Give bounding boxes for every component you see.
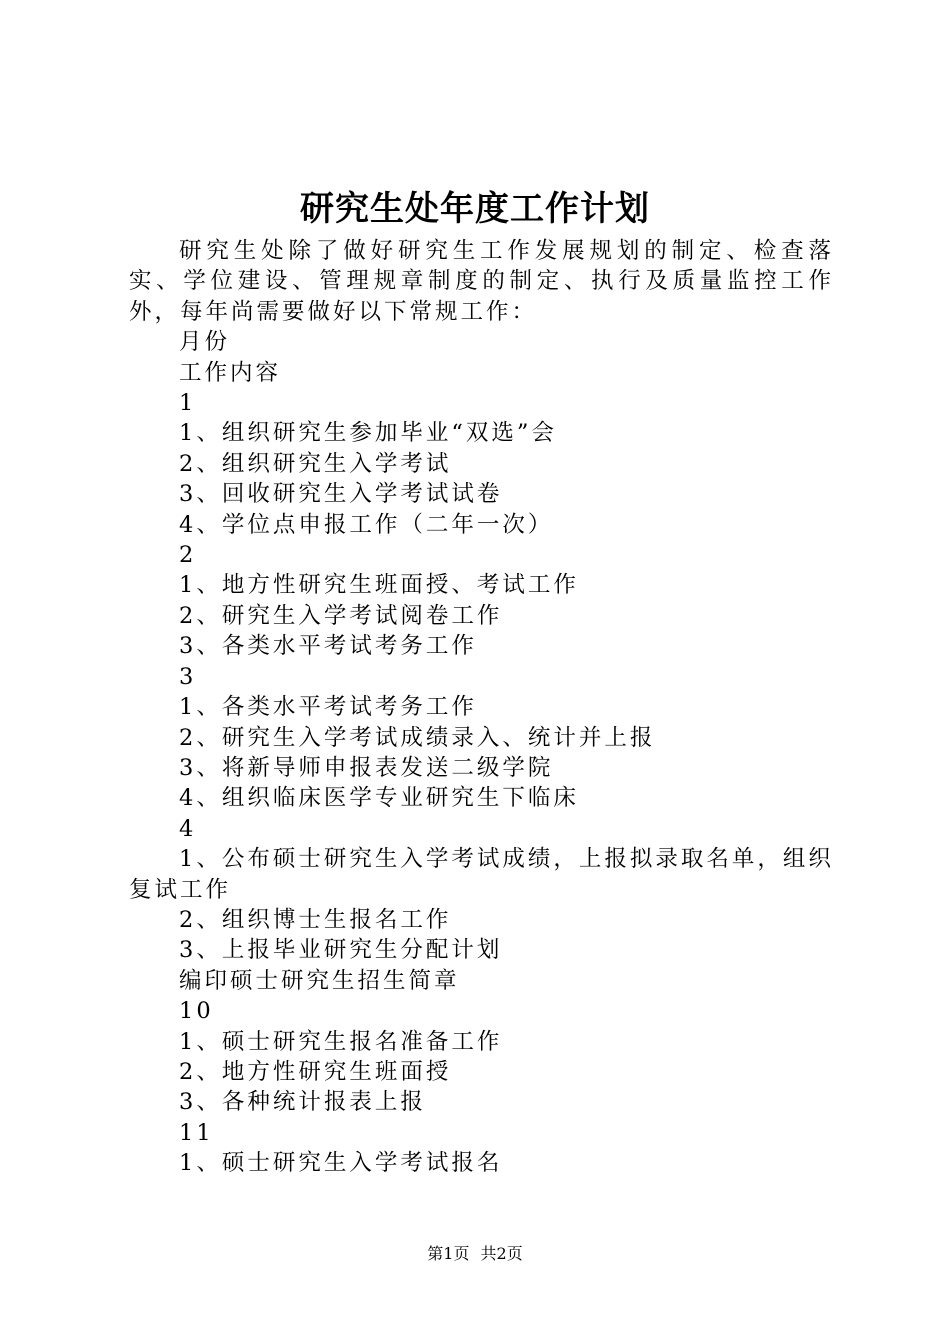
task-item: 1、组织研究生参加毕业“双选”会	[179, 420, 557, 447]
task-item: 1、硕士研究生报名准备工作	[179, 1028, 503, 1055]
month-label: 11	[179, 1119, 214, 1146]
month-label: 3	[179, 663, 197, 690]
table-header-month: 月份	[179, 329, 231, 356]
task-item: 2、地方性研究生班面授	[179, 1058, 452, 1085]
task-item: 3、各种统计报表上报	[179, 1089, 426, 1116]
task-item: 4、组织临床医学专业研究生下临床	[179, 785, 579, 812]
page-number: 第1页	[427, 1244, 470, 1263]
task-item: 1、硕士研究生入学考试报名	[179, 1150, 503, 1177]
table-header-content: 工作内容	[179, 359, 282, 386]
task-item: 1、公布硕士研究生入学考试成绩，上报拟录取名单，组织复试工作	[129, 846, 834, 903]
document-body	[129, 236, 834, 1179]
page-footer	[0, 1243, 950, 1265]
task-item: 4、学位点申报工作（二年一次）	[179, 511, 554, 538]
task-item: 3、各类水平考试考务工作	[179, 633, 477, 660]
task-item: 2、组织博士生报名工作	[179, 906, 452, 933]
task-item: 3、回收研究生入学考试试卷	[179, 481, 503, 508]
task-item: 1、各类水平考试考务工作	[179, 694, 477, 721]
month-label: 1	[179, 390, 197, 417]
task-item: 2、组织研究生入学考试	[179, 450, 452, 477]
task-item: 3、将新导师申报表发送二级学院	[179, 754, 554, 781]
task-item: 2、研究生入学考试成绩录入、统计并上报	[179, 724, 656, 751]
month-label: 10	[179, 998, 214, 1025]
task-item: 3、上报毕业研究生分配计划	[179, 937, 503, 964]
task-item: 编印硕士研究生招生简章	[179, 967, 460, 994]
task-item: 1、地方性研究生班面授、考试工作	[179, 572, 579, 599]
document-title: 研究生处年度工作计划	[300, 189, 650, 229]
intro-paragraph: 研究生处除了做好研究生工作发展规划的制定、检查落实、学位建设、管理规章制度的制定、执行及质量监控工作外，每年尚需要做好以下常规工作：	[129, 238, 834, 325]
task-item: 2、研究生入学考试阅卷工作	[179, 602, 503, 629]
month-label: 2	[179, 542, 197, 569]
page-total: 共2页	[480, 1244, 523, 1263]
month-label: 4	[179, 815, 197, 842]
